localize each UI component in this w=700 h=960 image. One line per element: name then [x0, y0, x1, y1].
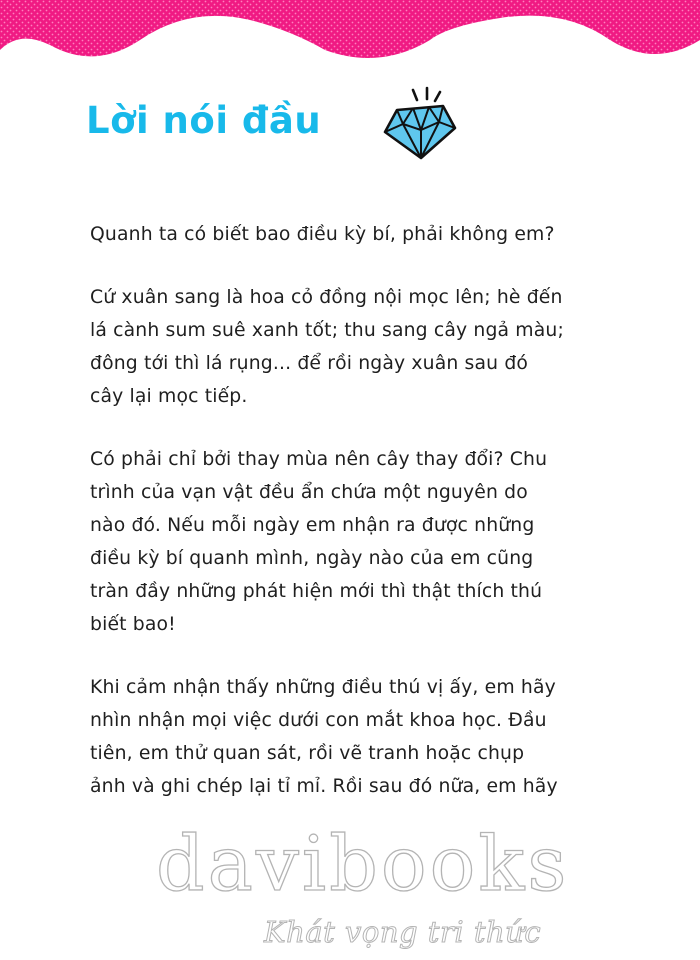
text-line: nào đó. Nếu mỗi ngày em nhận ra được những — [90, 515, 535, 536]
scallop-edge — [0, 0, 700, 58]
scalloped-pink-banner — [0, 0, 700, 70]
text-line: biết bao! — [90, 614, 176, 635]
text-line: đông tới thì lá rụng... để rồi ngày xuân sau đó — [90, 353, 529, 374]
text-line: nhìn nhận mọi việc dưới con mắt khoa học. Đầu — [90, 710, 547, 731]
text-line: Cứ xuân sang là hoa cỏ đồng nội mọc lên; hè đến — [90, 287, 563, 308]
body-text — [90, 218, 670, 833]
text-line: lá cành sum suê xanh tốt; thu sang cây ngả màu; — [90, 320, 564, 341]
watermark-tagline: Khát vọng tri thức — [264, 915, 542, 949]
watermark-logo: davibooks — [156, 819, 570, 908]
text-line: điều kỳ bí quanh mình, ngày nào của em cũng — [90, 548, 534, 569]
text-line: tràn đầy những phát hiện mới thì thật thích thú — [90, 581, 543, 602]
text-line: Quanh ta có biết bao điều kỳ bí, phải không em? — [90, 224, 555, 245]
page-title: Lời nói đầu — [86, 99, 322, 142]
text-line: trình của vạn vật đều ẩn chứa một nguyên do — [90, 482, 528, 503]
text-line: ảnh và ghi chép lại tỉ mỉ. Rồi sau đó nữa, em hãy — [90, 776, 558, 797]
paragraph — [90, 443, 670, 641]
paragraph — [90, 281, 670, 413]
diamond-icon — [383, 86, 457, 162]
text-line: Có phải chỉ bởi thay mùa nên cây thay đổi? Chu — [90, 449, 548, 470]
paragraph — [90, 218, 670, 251]
text-line: tiên, em thử quan sát, rồi vẽ tranh hoặc chụp — [90, 743, 525, 764]
text-line: cây lại mọc tiếp. — [90, 386, 248, 407]
paragraph — [90, 671, 670, 803]
text-line: Khi cảm nhận thấy những điều thú vị ấy, em hãy — [90, 677, 556, 698]
